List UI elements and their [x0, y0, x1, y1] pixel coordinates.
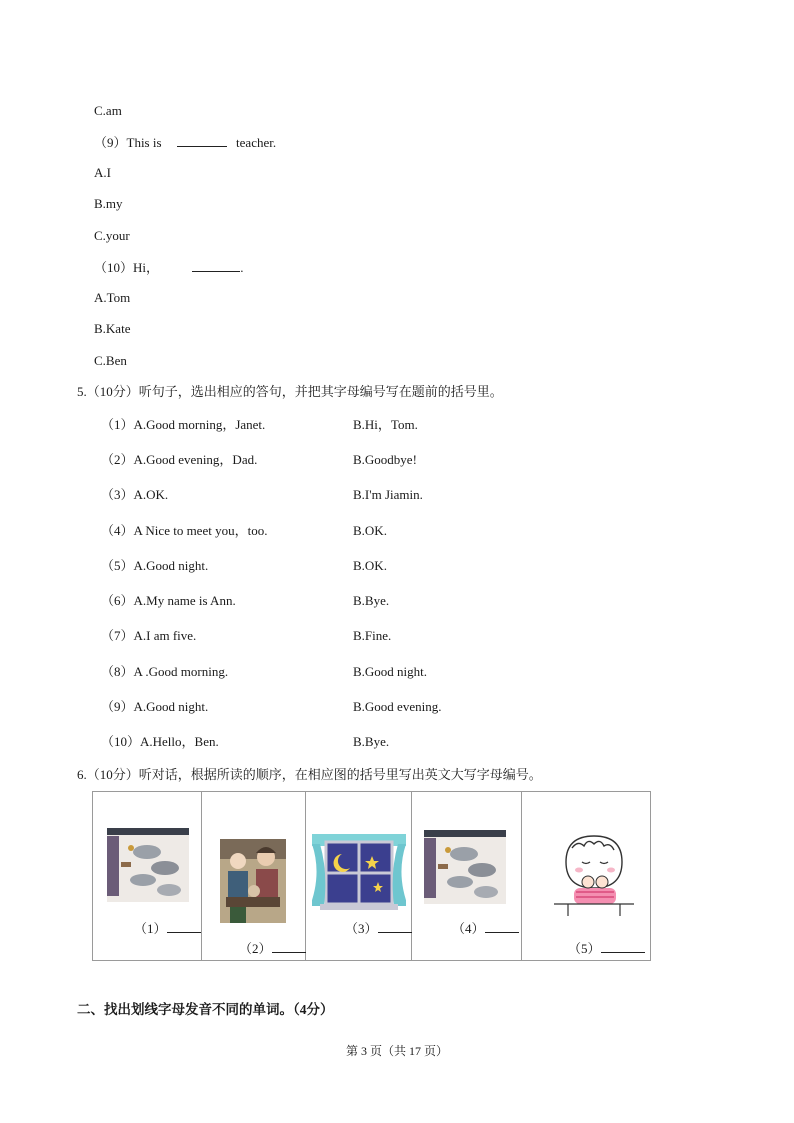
q9-answer-blank[interactable] — [177, 134, 227, 147]
q6-title: 6.（10分）听对话，根据所读的顺序，在相应图的括号里写出英文大写字母编号。 — [77, 767, 542, 782]
q10-prompt-before: （10）Hi， — [94, 260, 160, 275]
q9-prompt-before: （9）This is — [94, 135, 162, 150]
q5-row10-option-a: （10）A.Hello，Ben. — [101, 734, 219, 749]
q9-prompt-after: teacher. — [236, 135, 277, 150]
q6-answer-blank-3[interactable] — [378, 920, 412, 933]
q5-row3-option-b: B.I'm Jiamin. — [353, 487, 423, 502]
q6-caption-4 — [452, 918, 519, 937]
q6-label-5: （5） — [568, 941, 601, 956]
q6-caption-5 — [568, 938, 645, 957]
q6-caption-1 — [134, 918, 201, 937]
q9-option-b: B.my — [94, 196, 123, 211]
q5-row1-option-a: （1）A.Good morning，Janet. — [101, 417, 266, 432]
q5-title: 5.（10分）听句子，选出相应的答句，并把其字母编号写在题前的括号里。 — [77, 384, 503, 399]
q5-row2-option-a: （2）A.Good evening，Dad. — [101, 452, 258, 467]
q10-option-c: C.Ben — [94, 353, 127, 368]
page-footer: 第 3 页（共 17 页） — [345, 1044, 448, 1058]
q5-row6-option-b: B.Bye. — [353, 593, 390, 608]
q6-cell-4 — [412, 792, 522, 960]
q6-answer-blank-2[interactable] — [272, 940, 306, 953]
q6-caption-3 — [345, 918, 412, 937]
q5-row8-option-a: （8）A .Good morning. — [101, 664, 229, 679]
q6-caption-2 — [239, 938, 306, 957]
q9-option-a: A.I — [94, 165, 111, 180]
q5-row9-option-a: （9）A.Good night. — [101, 699, 209, 714]
section2-title: 二、找出划线字母发音不同的单词。（4分） — [77, 1002, 334, 1017]
q5-row2-option-b: B.Goodbye! — [353, 452, 417, 467]
q6-cell-3 — [306, 792, 412, 960]
q5-row7-option-a: （7）A.I am five. — [101, 628, 197, 643]
q8-option-c: C.am — [94, 103, 122, 118]
q5-row5-option-b: B.OK. — [353, 558, 387, 573]
q9-prompt — [94, 134, 276, 151]
breakfast-table-picture-icon — [424, 830, 506, 904]
q5-row1-option-b: B.Hi，Tom. — [353, 417, 418, 432]
q6-label-4: （4） — [452, 921, 485, 936]
q6-label-2: （2） — [239, 941, 272, 956]
q6-cell-2 — [202, 792, 306, 960]
child-yawning-picture-icon — [554, 832, 634, 920]
breakfast-table-picture-icon — [107, 828, 189, 902]
q5-row8-option-b: B.Good night. — [353, 664, 428, 679]
q5-row3-option-a: （3）A.OK. — [101, 487, 169, 502]
q5-row4-option-b: B.OK. — [353, 523, 387, 538]
q6-label-3: （3） — [345, 921, 378, 936]
q5-row10-option-b: B.Bye. — [353, 734, 390, 749]
q6-answer-blank-1[interactable] — [167, 920, 201, 933]
q10-prompt — [94, 259, 244, 276]
q6-answer-blank-4[interactable] — [485, 920, 519, 933]
family-picture-icon — [220, 839, 286, 923]
q9-option-c: C.your — [94, 228, 130, 243]
q10-answer-blank[interactable] — [192, 259, 240, 272]
q6-cell-5 — [522, 792, 650, 960]
q5-row5-option-a: （5）A.Good night. — [101, 558, 209, 573]
q10-option-a: A.Tom — [94, 290, 131, 305]
q6-picture-table — [92, 791, 651, 961]
q5-row7-option-b: B.Fine. — [353, 628, 392, 643]
q5-row6-option-a: （6）A.My name is Ann. — [101, 593, 236, 608]
q6-answer-blank-5[interactable] — [601, 940, 645, 953]
q10-prompt-after: . — [240, 260, 244, 275]
night-window-picture-icon — [312, 834, 406, 912]
q5-row9-option-b: B.Good evening. — [353, 699, 442, 714]
q6-label-1: （1） — [134, 921, 167, 936]
q10-option-b: B.Kate — [94, 321, 131, 336]
q6-cell-1 — [93, 792, 202, 960]
q5-row4-option-a: （4）A Nice to meet you，too. — [101, 523, 268, 538]
